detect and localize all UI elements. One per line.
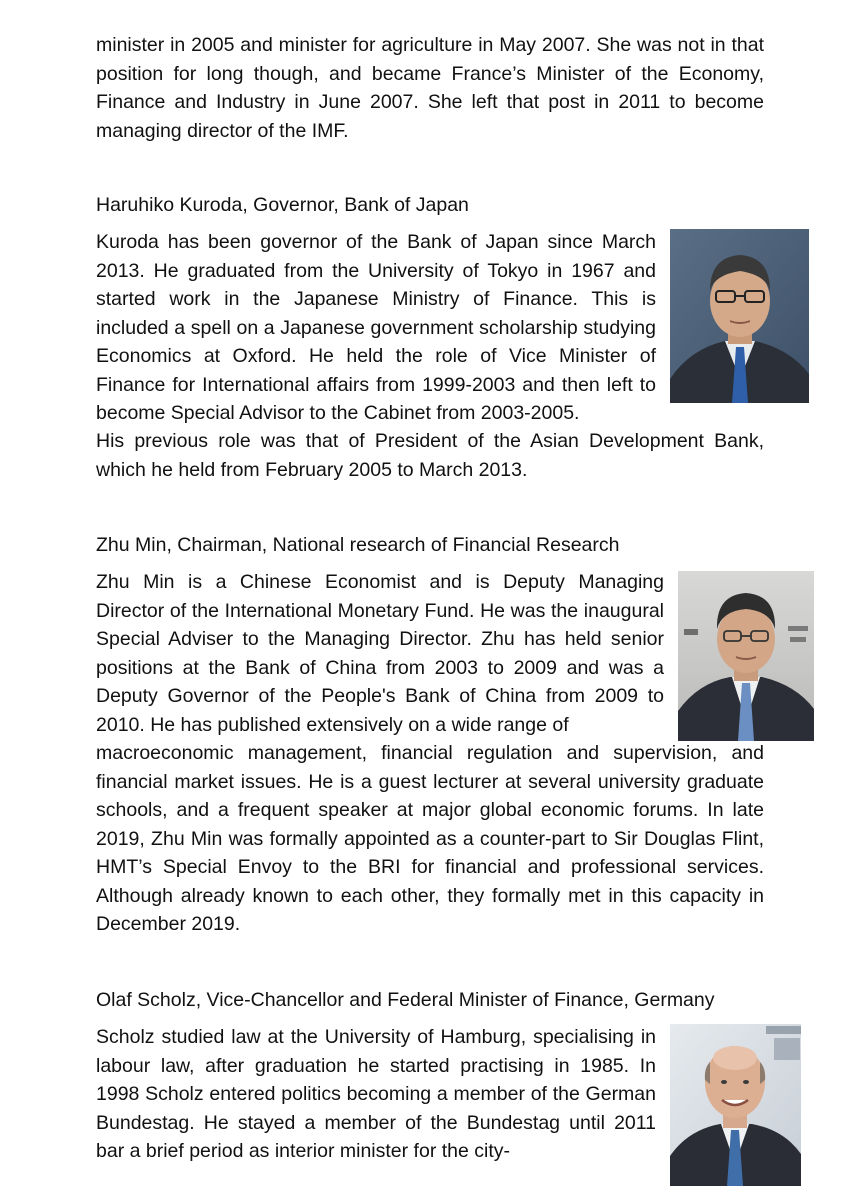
scholz-portrait-photo [670,1024,801,1186]
scholz-heading: Olaf Scholz, Vice-Chancellor and Federal Minister of Finance, Germany [96,989,715,1011]
intro-paragraph: minister in 2005 and minister for agriculture in May 2007. She was not in that position for long though, and became France’s Minister of the Economy, Finance and Industry in June 2007. She left that post in 2011 to become managing director of the IMF. [96,34,764,142]
kuroda-bio: Kuroda has been governor of the Bank of Japan since March 2013. He graduated from the University of Tokyo in 1967 and started work in the Japanese Ministry of Finance. This is included a spell on a Japanese government scholarship studying Economics at Oxford. He held the role of Vice Minister of Finance for International affairs from 1999-2003 and then left to become Special Advisor to the Cabinet from 2003-2005. [96,231,656,424]
kuroda-portrait-photo [670,229,809,403]
zhu-bio-continued: macroeconomic management, financial regulation and supervision, and financial market issues. He is a guest lecturer at several university graduate schools, and a frequent speaker at major global economic forums. In late 2019, Zhu Min was formally appointed as a counter-part to Sir Douglas Flint, HMT’s Special Envoy to the BRI for financial and professional services. Although already known to each other, they formally met in this capacity in December 2019. [96,742,764,935]
zhu-heading: Zhu Min, Chairman, National research of Financial Research [96,534,620,556]
scholz-bio: Scholz studied law at the University of Hamburg, specialising in labour law, after graduation he started practising in 1985. In 1998 Scholz entered politics becoming a member of the German Bundestag. He stayed a member of the Bundestag until 2011 bar a brief period as interior minister for the city- [96,1026,656,1162]
kuroda-bio-continued: His previous role was that of President of the Asian Development Bank, which he held from February 2005 to March 2013. [96,430,764,481]
kuroda-heading: Haruhiko Kuroda, Governor, Bank of Japan [96,194,469,216]
zhu-bio: Zhu Min is a Chinese Economist and is Deputy Managing Director of the International Monetary Fund. He was the inaugural Special Adviser to the Managing Director. Zhu has held senior positions at the Bank of China from 2003 to 2009 and was a Deputy Governor of the People's Bank of China from 2009 to 2010. He has published extensively on a wide range of [96,571,664,736]
zhu-portrait-photo [678,571,814,741]
